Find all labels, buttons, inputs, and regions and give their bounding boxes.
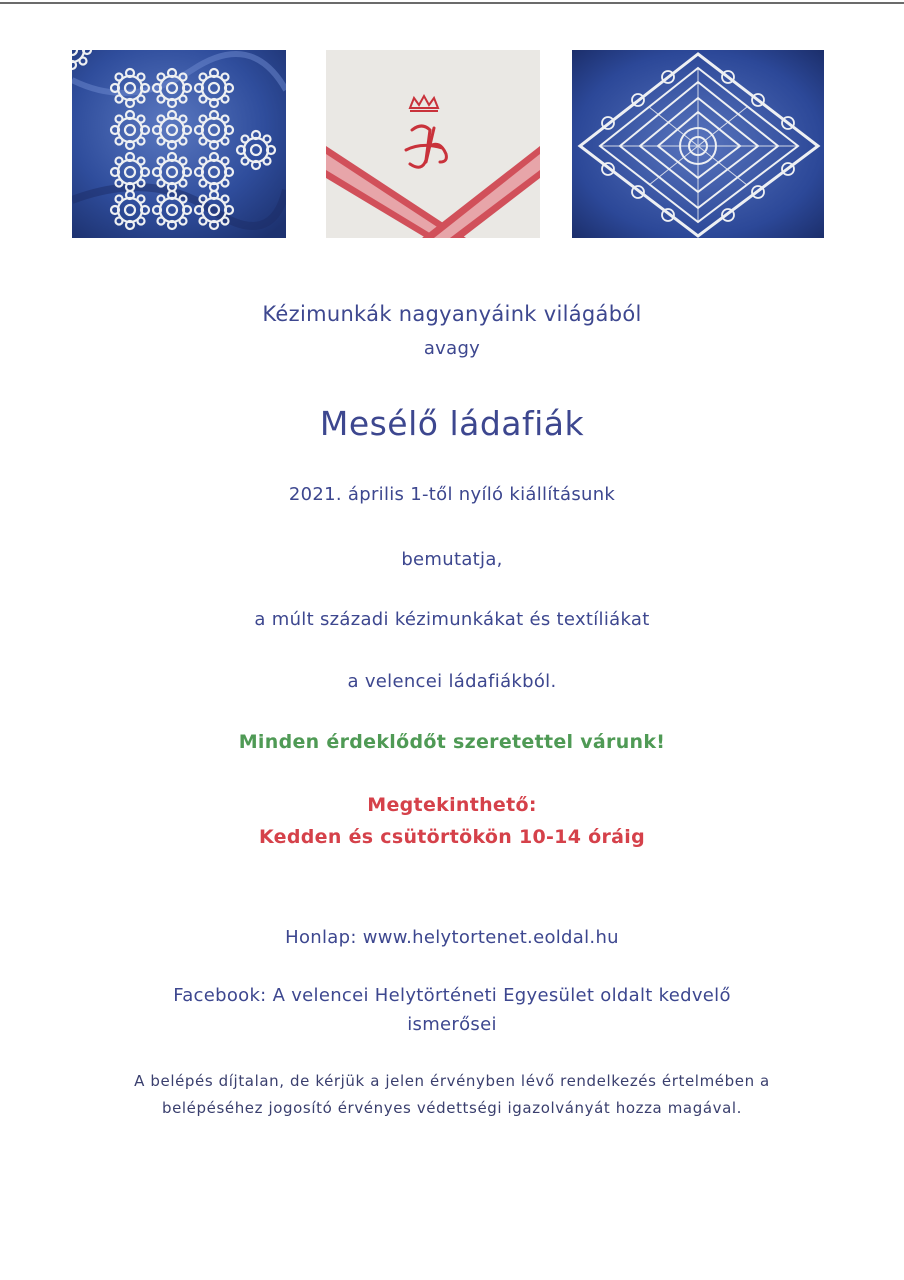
subtitle-connector: avagy [423,338,481,359]
opening-date-text: 2021. április 1-től nyíló kiállításunk [288,484,616,505]
facebook-text-continued: ismerősei [407,1014,497,1035]
scan-edge-line [0,2,904,4]
monogram-linen-photo [326,50,540,238]
website-text: Honlap: www.helytortenet.eoldal.hu [285,927,619,948]
viewing-hours-label: Megtekinthető: [367,794,537,816]
lace-squares-photo [72,50,286,238]
entry-notice-line-2: belépéséhez jogosító érvényes védettségi igazolványát hozza magával. [161,1099,743,1117]
entry-notice-line-1: A belépés díjtalan, de kérjük a jelen érvényben lévő rendelkezés értelmében a [134,1072,770,1090]
exhibit-contents-text: a múlt századi kézimunkákat és textíliákat [254,609,650,630]
presents-text: bemutatja, [401,549,503,570]
exhibition-subtitle: Kézimunkák nagyanyáink világából [262,302,642,326]
welcome-text: Minden érdeklődőt szeretettel várunk! [238,731,666,753]
exhibition-title: Mesélő ládafiák [319,404,585,443]
viewing-hours-value: Kedden és csütörtökön 10-14 óráig [258,826,645,848]
lace-doily-photo [572,50,824,238]
facebook-text: Facebook: A velencei Helytörténeti Egyesület oldalt kedvelő [173,985,731,1006]
exhibit-source-text: a velencei ládafiákból. [347,671,557,692]
